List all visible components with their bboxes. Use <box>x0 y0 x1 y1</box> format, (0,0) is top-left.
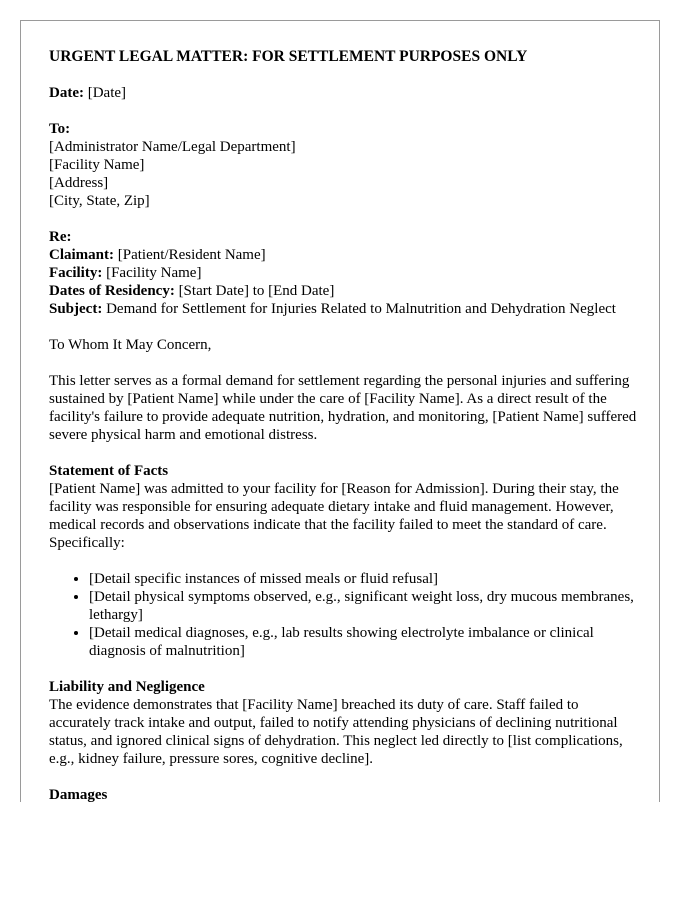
date-value: [Date] <box>87 85 127 101</box>
residency-dates-line <box>49 282 639 300</box>
facts-bullet-list <box>49 570 639 660</box>
salutation: To Whom It May Concern, <box>49 337 212 353</box>
liability-heading: Liability and Negligence <box>49 679 205 695</box>
subject-value: Demand for Settlement for Injuries Related to Malnutrition and Dehydration Neglect <box>106 301 616 317</box>
facts-heading: Statement of Facts <box>49 463 169 479</box>
date-line <box>49 84 639 102</box>
facility-label: Facility: <box>49 265 103 281</box>
recipient-line: [Facility Name] <box>49 157 145 173</box>
subject-label: Subject: <box>49 301 103 317</box>
residency-dates-label: Dates of Residency: <box>49 283 175 299</box>
facility-line <box>49 264 639 282</box>
list-item: • [Detail physical symptoms observed, e.g., significant weight loss, dry mucous membranes, lethargy] <box>89 588 639 624</box>
re-block <box>49 228 639 318</box>
liability-section <box>49 678 639 768</box>
facts-paragraph: [Patient Name] was admitted to your facility for [Reason for Admission]. During their stay, the facility was responsible for ensuring adequate dietary intake and fluid management. However, medical records and observations indicate that the facility failed to meet the standard of care. Specifically: <box>49 481 619 551</box>
facility-value: [Facility Name] <box>106 265 202 281</box>
letter-headline: URGENT LEGAL MATTER: FOR SETTLEMENT PURPOSES ONLY <box>49 48 528 65</box>
claimant-value: [Patient/Resident Name] <box>117 247 266 263</box>
recipient-line: [Administrator Name/Legal Department] <box>49 139 296 155</box>
re-label: Re: <box>49 229 72 245</box>
list-item: • [Detail medical diagnoses, e.g., lab results showing electrolyte imbalance or clinical diagnosis of malnutrition] <box>89 624 639 660</box>
subject-line <box>49 300 639 318</box>
damages-section <box>49 786 639 802</box>
damages-heading: Damages <box>49 787 108 802</box>
date-label: Date: <box>49 85 84 101</box>
to-label: To: <box>49 121 71 137</box>
letter-content <box>49 48 639 802</box>
claimant-line <box>49 246 639 264</box>
letter-page <box>20 20 660 802</box>
liability-paragraph: The evidence demonstrates that [Facility Name] breached its duty of care. Staff failed to accurately track intake and output, failed to notify attending physicians of declining nutritional status, and ignored clinical signs of dehydration. This neglect led directly to [list complications, e.g., kidney failure, pressure sores, cognitive decline]. <box>49 697 623 767</box>
recipient-line: [City, State, Zip] <box>49 193 150 209</box>
list-item: • [Detail specific instances of missed meals or fluid refusal] <box>89 570 639 588</box>
facts-section <box>49 462 639 660</box>
recipient-line: [Address] <box>49 175 109 191</box>
intro-paragraph: This letter serves as a formal demand for settlement regarding the personal injuries and suffering sustained by [Patient Name] while under the care of [Facility Name]. As a direct result of the facility's failure to provide adequate nutrition, hydration, and monitoring, [Patient Name] suffered severe physical harm and emotional distress. <box>49 373 637 443</box>
recipient-block <box>49 120 639 210</box>
residency-dates-value: [Start Date] to [End Date] <box>178 283 335 299</box>
claimant-label: Claimant: <box>49 247 114 263</box>
